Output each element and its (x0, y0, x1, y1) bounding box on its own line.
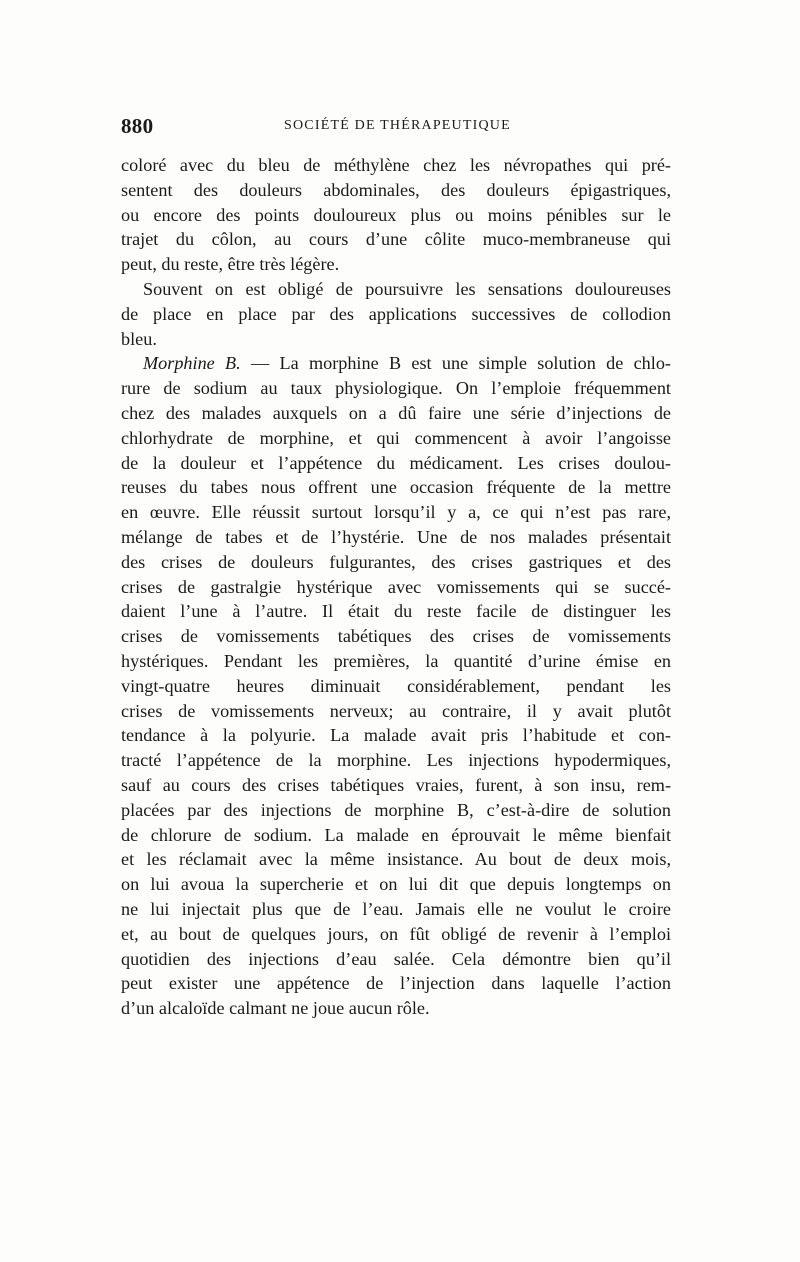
line-text: peut, du reste, être très légère. (121, 254, 340, 275)
page-number: 880 (121, 114, 154, 138)
text-line (121, 798, 671, 823)
text-line (121, 723, 671, 748)
text-line (121, 550, 671, 575)
line-text: tracté l’appétence de la morphine. Les injections hypodermiques, (121, 750, 671, 771)
line-text: crises de vomissements nerveux; au contraire, il y avait plutôt (121, 700, 671, 721)
line-text: tendance à la polyurie. La malade avait pris l’habitude et con- (121, 725, 671, 746)
text-line (121, 178, 671, 203)
text-line (121, 575, 671, 600)
text-line (121, 823, 671, 848)
body-text (121, 153, 671, 1021)
text-line (121, 872, 671, 897)
line-text: quotidien des injections d’eau salée. Cela démontre bien qu’il (121, 948, 671, 969)
text-line (121, 277, 671, 302)
text-line (121, 153, 671, 178)
line-text: de la douleur et l’appétence du médicament. Les crises doulou- (121, 452, 671, 473)
line-text: on lui avoua la supercherie et on lui dit que depuis longtemps on (121, 874, 671, 895)
line-text: trajet du côlon, au cours d’une côlite muco-membraneuse qui (121, 229, 671, 250)
line-text: et, au bout de quelques jours, on fût obligé de revenir à l’emploi (121, 923, 671, 944)
line-text: peut exister une appétence de l’injection dans laquelle l’action (121, 973, 671, 994)
text-line (121, 327, 671, 352)
line-text: de chlorure de sodium. La malade en éprouvait le même bienfait (121, 824, 671, 845)
line-text: reuses du tabes nous offrent une occasion fréquente de la mettre (121, 477, 671, 498)
text-line (121, 649, 671, 674)
text-line (121, 351, 671, 376)
text-line (121, 971, 671, 996)
line-text: sentent des douleurs abdominales, des douleurs épigastriques, (121, 179, 671, 200)
text-line (121, 302, 671, 327)
line-text: coloré avec du bleu de méthylène chez les névropathes qui pré- (121, 155, 671, 175)
running-title: SOCIÉTÉ DE THÉRAPEUTIQUE (284, 118, 511, 133)
line-text: crises de gastralgie hystérique avec vomissements qui se succé- (121, 576, 671, 597)
text-line (121, 376, 671, 401)
line-text: ou encore des points douloureux plus ou moins pénibles sur le (121, 204, 671, 225)
line-text: des crises de douleurs fulgurantes, des crises gastriques et des (121, 551, 671, 572)
line-text: chlorhydrate de morphine, et qui commencent à avoir l’angoisse (121, 427, 671, 448)
line-text: crises de vomissements tabétiques des crises de vomissements (121, 626, 671, 647)
text-line (121, 773, 671, 798)
line-text: en œuvre. Elle réussit surtout lorsqu’il y a, ce qui n’est pas rare, (121, 502, 671, 523)
text-line (121, 996, 671, 1021)
text-line (121, 748, 671, 773)
line-text: et les réclamait avec la même insistance. Au bout de deux mois, (121, 849, 671, 870)
text-line (121, 947, 671, 972)
text-line (121, 426, 671, 451)
line-text: d’un alcaloïde calmant ne joue aucun rôle. (121, 998, 430, 1019)
line-text: bleu. (121, 328, 157, 349)
line-text: de place en place par des applications successives de collodion (121, 303, 671, 324)
line-text: sauf au cours des crises tabétiques vraies, furent, à son insu, rem- (121, 774, 671, 795)
line-text: ne lui injectait plus que de l’eau. Jamais elle ne voulut le croire (121, 898, 671, 919)
text-line (121, 227, 671, 252)
text-line (121, 674, 671, 699)
line-text: mélange de tabes et de l’hystérie. Une de nos malades présentait (121, 526, 671, 547)
text-line (121, 525, 671, 550)
line-text: placées par des injections de morphine B, c’est-à-dire de solution (121, 799, 671, 820)
text-line (121, 475, 671, 500)
text-line (121, 624, 671, 649)
line-text: daient l’une à l’autre. Il était du reste facile de distinguer les (121, 601, 671, 622)
text-line (121, 451, 671, 476)
line-text: Souvent on est obligé de poursuivre les sensations douloureuses (143, 278, 671, 299)
text-line (121, 599, 671, 624)
text-line (121, 699, 671, 724)
text-line (121, 847, 671, 872)
line-text: chez des malades auxquels on a dû faire une série d’injections de (121, 402, 671, 423)
line-text: — La morphine B est une simple solution de chlo- (240, 353, 671, 374)
line-text: vingt-quatre heures diminuait considérablement, pendant les (121, 675, 671, 696)
text-line (121, 922, 671, 947)
running-head (121, 114, 671, 142)
text-line (121, 401, 671, 426)
text-line (121, 252, 671, 277)
text-line (121, 500, 671, 525)
text-line (121, 203, 671, 228)
line-text: rure de sodium au taux physiologique. On l’emploie fréquemment (121, 378, 671, 399)
line-text: hystériques. Pendant les premières, la quantité d’urine émise en (121, 650, 671, 671)
text-line (121, 897, 671, 922)
italic-heading: Morphine B. (143, 353, 241, 374)
